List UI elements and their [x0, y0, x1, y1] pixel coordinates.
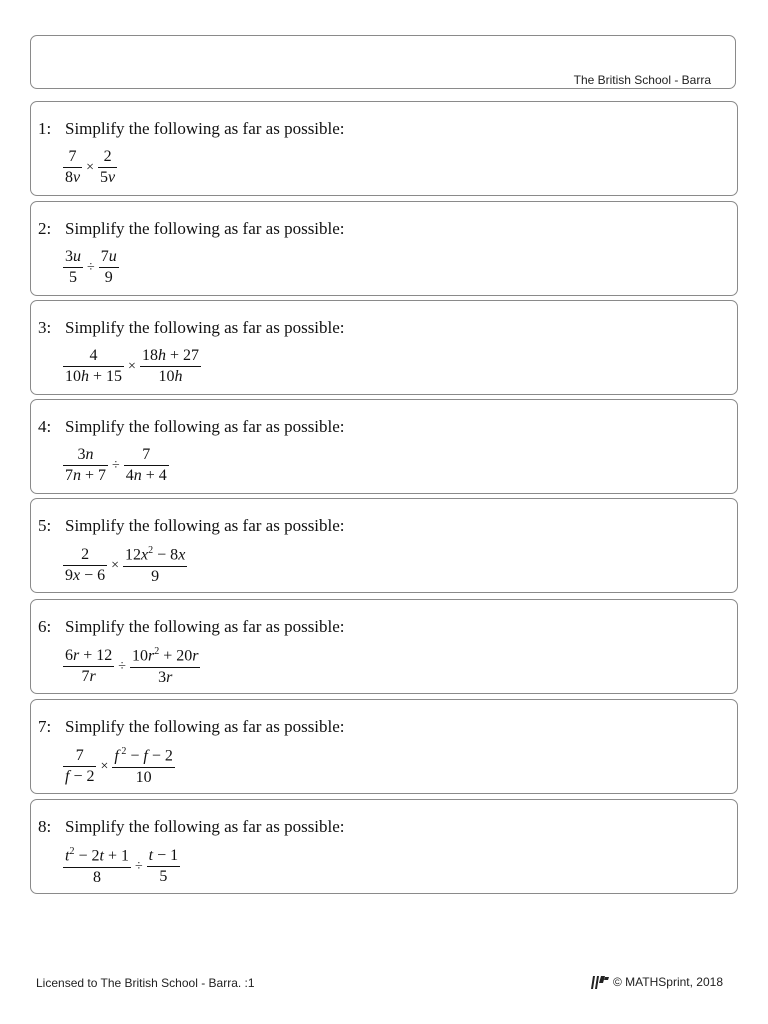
denominator: 8	[63, 867, 131, 887]
question-instruction: Simplify the following as far as possible:	[65, 817, 345, 836]
question-number: 7:	[38, 717, 52, 736]
denominator: 9	[99, 267, 119, 287]
question-instruction: Simplify the following as far as possible:	[65, 417, 345, 436]
numerator: 3n	[77, 446, 94, 463]
license-text: Licensed to The British School - Barra. :1	[36, 976, 255, 990]
multiply-operator: ×	[128, 358, 136, 374]
question-8	[30, 799, 738, 894]
question-number: 1:	[38, 119, 52, 138]
denominator: 9x − 6	[65, 567, 106, 585]
divide-operator: ÷	[112, 457, 120, 473]
multiply-operator: ×	[111, 557, 120, 573]
denominator: 8v	[65, 169, 81, 187]
question-number: 4:	[38, 417, 52, 436]
denominator: 4n + 4	[125, 467, 167, 485]
numerator: t − 1	[148, 846, 179, 864]
question-prompt	[38, 817, 345, 837]
question-instruction: Simplify the following as far as possible:	[65, 617, 345, 636]
question-7	[30, 699, 738, 794]
numerator: 7u	[100, 248, 117, 265]
fraction-right	[123, 545, 187, 586]
numerator: 3u	[65, 248, 81, 265]
question-3	[30, 300, 738, 395]
question-number: 6:	[38, 617, 52, 636]
numerator: f $^2$ − f − 2	[114, 746, 173, 765]
denominator: 10h + 15	[65, 368, 123, 386]
divide-operator: ÷	[134, 858, 143, 874]
question-instruction: Simplify the following as far as possible:	[65, 119, 345, 138]
divide-operator: ÷	[87, 259, 95, 275]
numerator: 2	[81, 545, 90, 563]
denominator: 5	[63, 267, 83, 287]
question-instruction: Simplify the following as far as possible:	[65, 516, 345, 535]
multiply-operator: ×	[86, 159, 95, 175]
question-prompt	[38, 617, 345, 637]
question-prompt	[38, 318, 345, 338]
numerator: 2	[103, 148, 112, 165]
question-instruction: Simplify the following as far as possible:	[65, 318, 345, 337]
denominator: 7n + 7	[65, 467, 107, 485]
copyright	[590, 974, 723, 990]
denominator: 3r	[130, 667, 201, 687]
question-prompt	[38, 516, 345, 536]
denominator: f − 2	[65, 768, 95, 786]
expression	[63, 846, 180, 887]
question-prompt	[38, 717, 345, 737]
copyright-text: © MATHSprint, 2018	[613, 975, 723, 989]
question-2	[30, 201, 738, 296]
question-prompt	[38, 219, 345, 239]
fraction-left	[63, 446, 108, 486]
denominator: 5v	[100, 169, 116, 187]
expression	[63, 347, 201, 387]
question-prompt	[38, 417, 345, 437]
question-number: 2:	[38, 219, 52, 238]
fraction-right	[98, 148, 117, 188]
school-name: The British School - Barra	[573, 73, 711, 87]
fraction-right	[140, 347, 201, 387]
question-number: 5:	[38, 516, 52, 535]
numerator: 6r + 12	[65, 646, 113, 664]
denominator: 5	[147, 866, 180, 886]
fraction-left	[63, 647, 114, 687]
expression	[63, 746, 175, 787]
fraction-left	[63, 747, 96, 787]
fraction-right	[112, 746, 174, 787]
numerator: 7	[142, 446, 151, 463]
numerator: $12x^2 - 8x$	[125, 545, 186, 564]
expression	[63, 446, 169, 486]
expression	[63, 545, 187, 586]
fraction-right	[99, 248, 119, 288]
question-number: 3:	[38, 318, 52, 337]
question-1	[30, 101, 738, 196]
expression	[63, 646, 200, 687]
numerator: 7	[75, 746, 84, 764]
question-instruction: Simplify the following as far as possible:	[65, 219, 345, 238]
denominator: 10	[112, 767, 174, 787]
fraction-right	[124, 446, 169, 486]
multiply-operator: ×	[100, 758, 109, 774]
numerator: 4	[89, 347, 98, 364]
question-instruction: Simplify the following as far as possible:	[65, 717, 345, 736]
denominator: 7r	[63, 666, 114, 686]
header-box	[30, 35, 736, 89]
denominator: 10h	[140, 366, 201, 386]
fraction-right	[130, 646, 201, 687]
expression	[63, 148, 117, 188]
question-prompt	[38, 119, 345, 139]
numerator: $t^2 - 2t + 1$	[65, 846, 129, 865]
fraction-left	[63, 546, 107, 586]
question-number: 8:	[38, 817, 52, 836]
question-6	[30, 599, 738, 694]
question-4	[30, 399, 738, 494]
mathsprint-logo-icon	[590, 974, 610, 990]
fraction-left	[63, 846, 131, 887]
expression	[63, 248, 119, 288]
divide-operator: ÷	[118, 658, 126, 674]
fraction-left	[63, 148, 82, 188]
fraction-left	[63, 248, 83, 288]
fraction-right	[147, 847, 180, 887]
numerator: 18h + 27	[141, 347, 199, 364]
question-5	[30, 498, 738, 593]
numerator: $10r^2 + 20r$	[131, 646, 199, 665]
fraction-left	[63, 347, 124, 387]
numerator: 7	[68, 148, 77, 165]
denominator: 9	[123, 566, 187, 586]
